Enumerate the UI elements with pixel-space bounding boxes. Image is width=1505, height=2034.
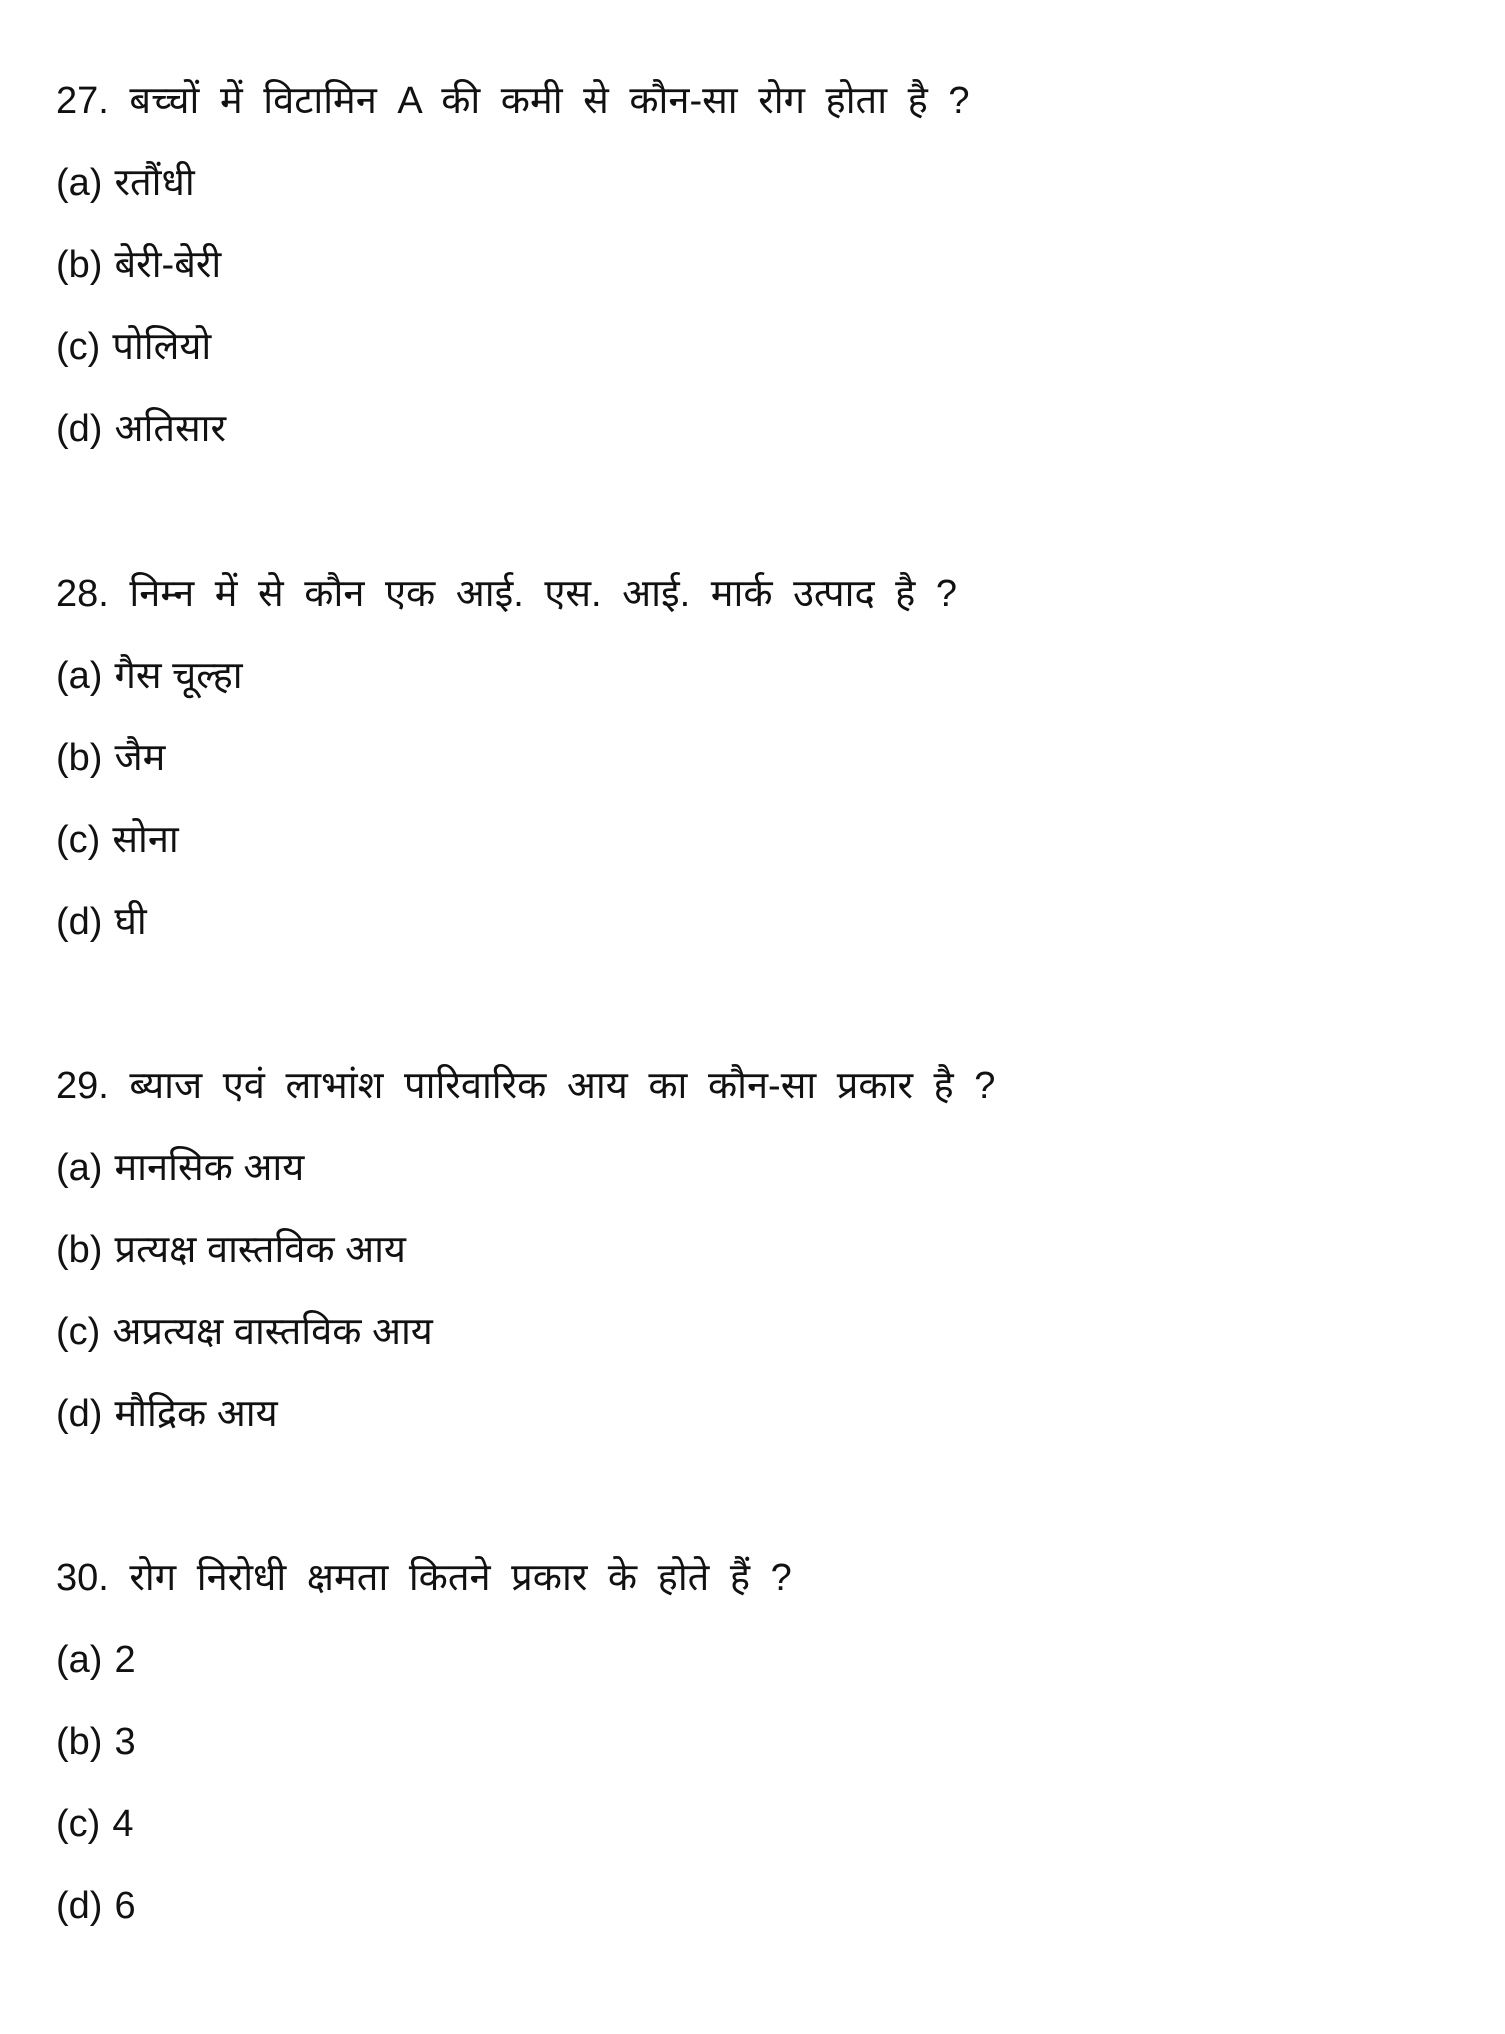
option-label: (c) (56, 1803, 101, 1845)
question-28 (56, 569, 957, 619)
option-text: अतिसार (114, 408, 227, 450)
question-29 (56, 1061, 995, 1111)
option (56, 815, 179, 865)
option-label: (a) (56, 1639, 103, 1681)
option-text: 2 (114, 1639, 136, 1681)
option (56, 158, 195, 208)
option-text: अप्रत्यक्ष वास्तविक आय (112, 1311, 433, 1353)
question-number: 29. (56, 1065, 109, 1107)
option (56, 1881, 136, 1931)
option (56, 240, 221, 290)
option-text: प्रत्यक्ष वास्तविक आय (114, 1229, 406, 1271)
option-text: सोना (112, 819, 179, 861)
option-label: (c) (56, 326, 101, 368)
question-text: ब्याज एवं लाभांश पारिवारिक आय का कौन-सा प्रकार है ? (129, 1065, 996, 1107)
option-text: गैस चूल्हा (114, 655, 243, 697)
option-text: जैम (114, 737, 166, 779)
option-label: (d) (56, 408, 103, 450)
option (56, 1717, 136, 1767)
option (56, 1799, 133, 1849)
option (56, 1389, 278, 1439)
option (56, 1225, 406, 1275)
option-label: (a) (56, 655, 103, 697)
option (56, 404, 226, 454)
option-label: (c) (56, 1311, 101, 1353)
option-label: (c) (56, 819, 101, 861)
question-number: 30. (56, 1557, 109, 1599)
option-text: बेरी-बेरी (114, 244, 222, 286)
option-label: (b) (56, 1721, 103, 1763)
option-label: (d) (56, 1885, 103, 1927)
option-text: मानसिक आय (114, 1147, 305, 1189)
option-label: (b) (56, 1229, 103, 1271)
option (56, 1307, 433, 1357)
option (56, 733, 165, 783)
option (56, 897, 147, 947)
option-label: (b) (56, 737, 103, 779)
question-text: निम्न में से कौन एक आई. एस. आई. मार्क उत्पाद है ? (129, 573, 958, 615)
question-number: 27. (56, 80, 109, 122)
option-text: पोलियो (112, 326, 212, 368)
option-text: रतौंधी (114, 162, 195, 204)
option-text: 4 (112, 1803, 134, 1845)
option-text: मौद्रिक आय (114, 1393, 278, 1435)
question-text: रोग निरोधी क्षमता कितने प्रकार के होते हैं ? (129, 1557, 792, 1599)
option-text: घी (114, 901, 147, 943)
option (56, 322, 211, 372)
question-27 (56, 76, 970, 126)
question-text: बच्चों में विटामिन A की कमी से कौन-सा रोग होता है ? (129, 80, 970, 122)
option-label: (d) (56, 901, 103, 943)
option-label: (b) (56, 244, 103, 286)
question-30 (56, 1553, 792, 1603)
option (56, 1143, 304, 1193)
option-text: 6 (114, 1885, 136, 1927)
option (56, 1635, 136, 1685)
option-label: (a) (56, 1147, 103, 1189)
option-label: (d) (56, 1393, 103, 1435)
option (56, 651, 243, 701)
question-number: 28. (56, 573, 109, 615)
option-label: (a) (56, 162, 103, 204)
option-text: 3 (114, 1721, 136, 1763)
